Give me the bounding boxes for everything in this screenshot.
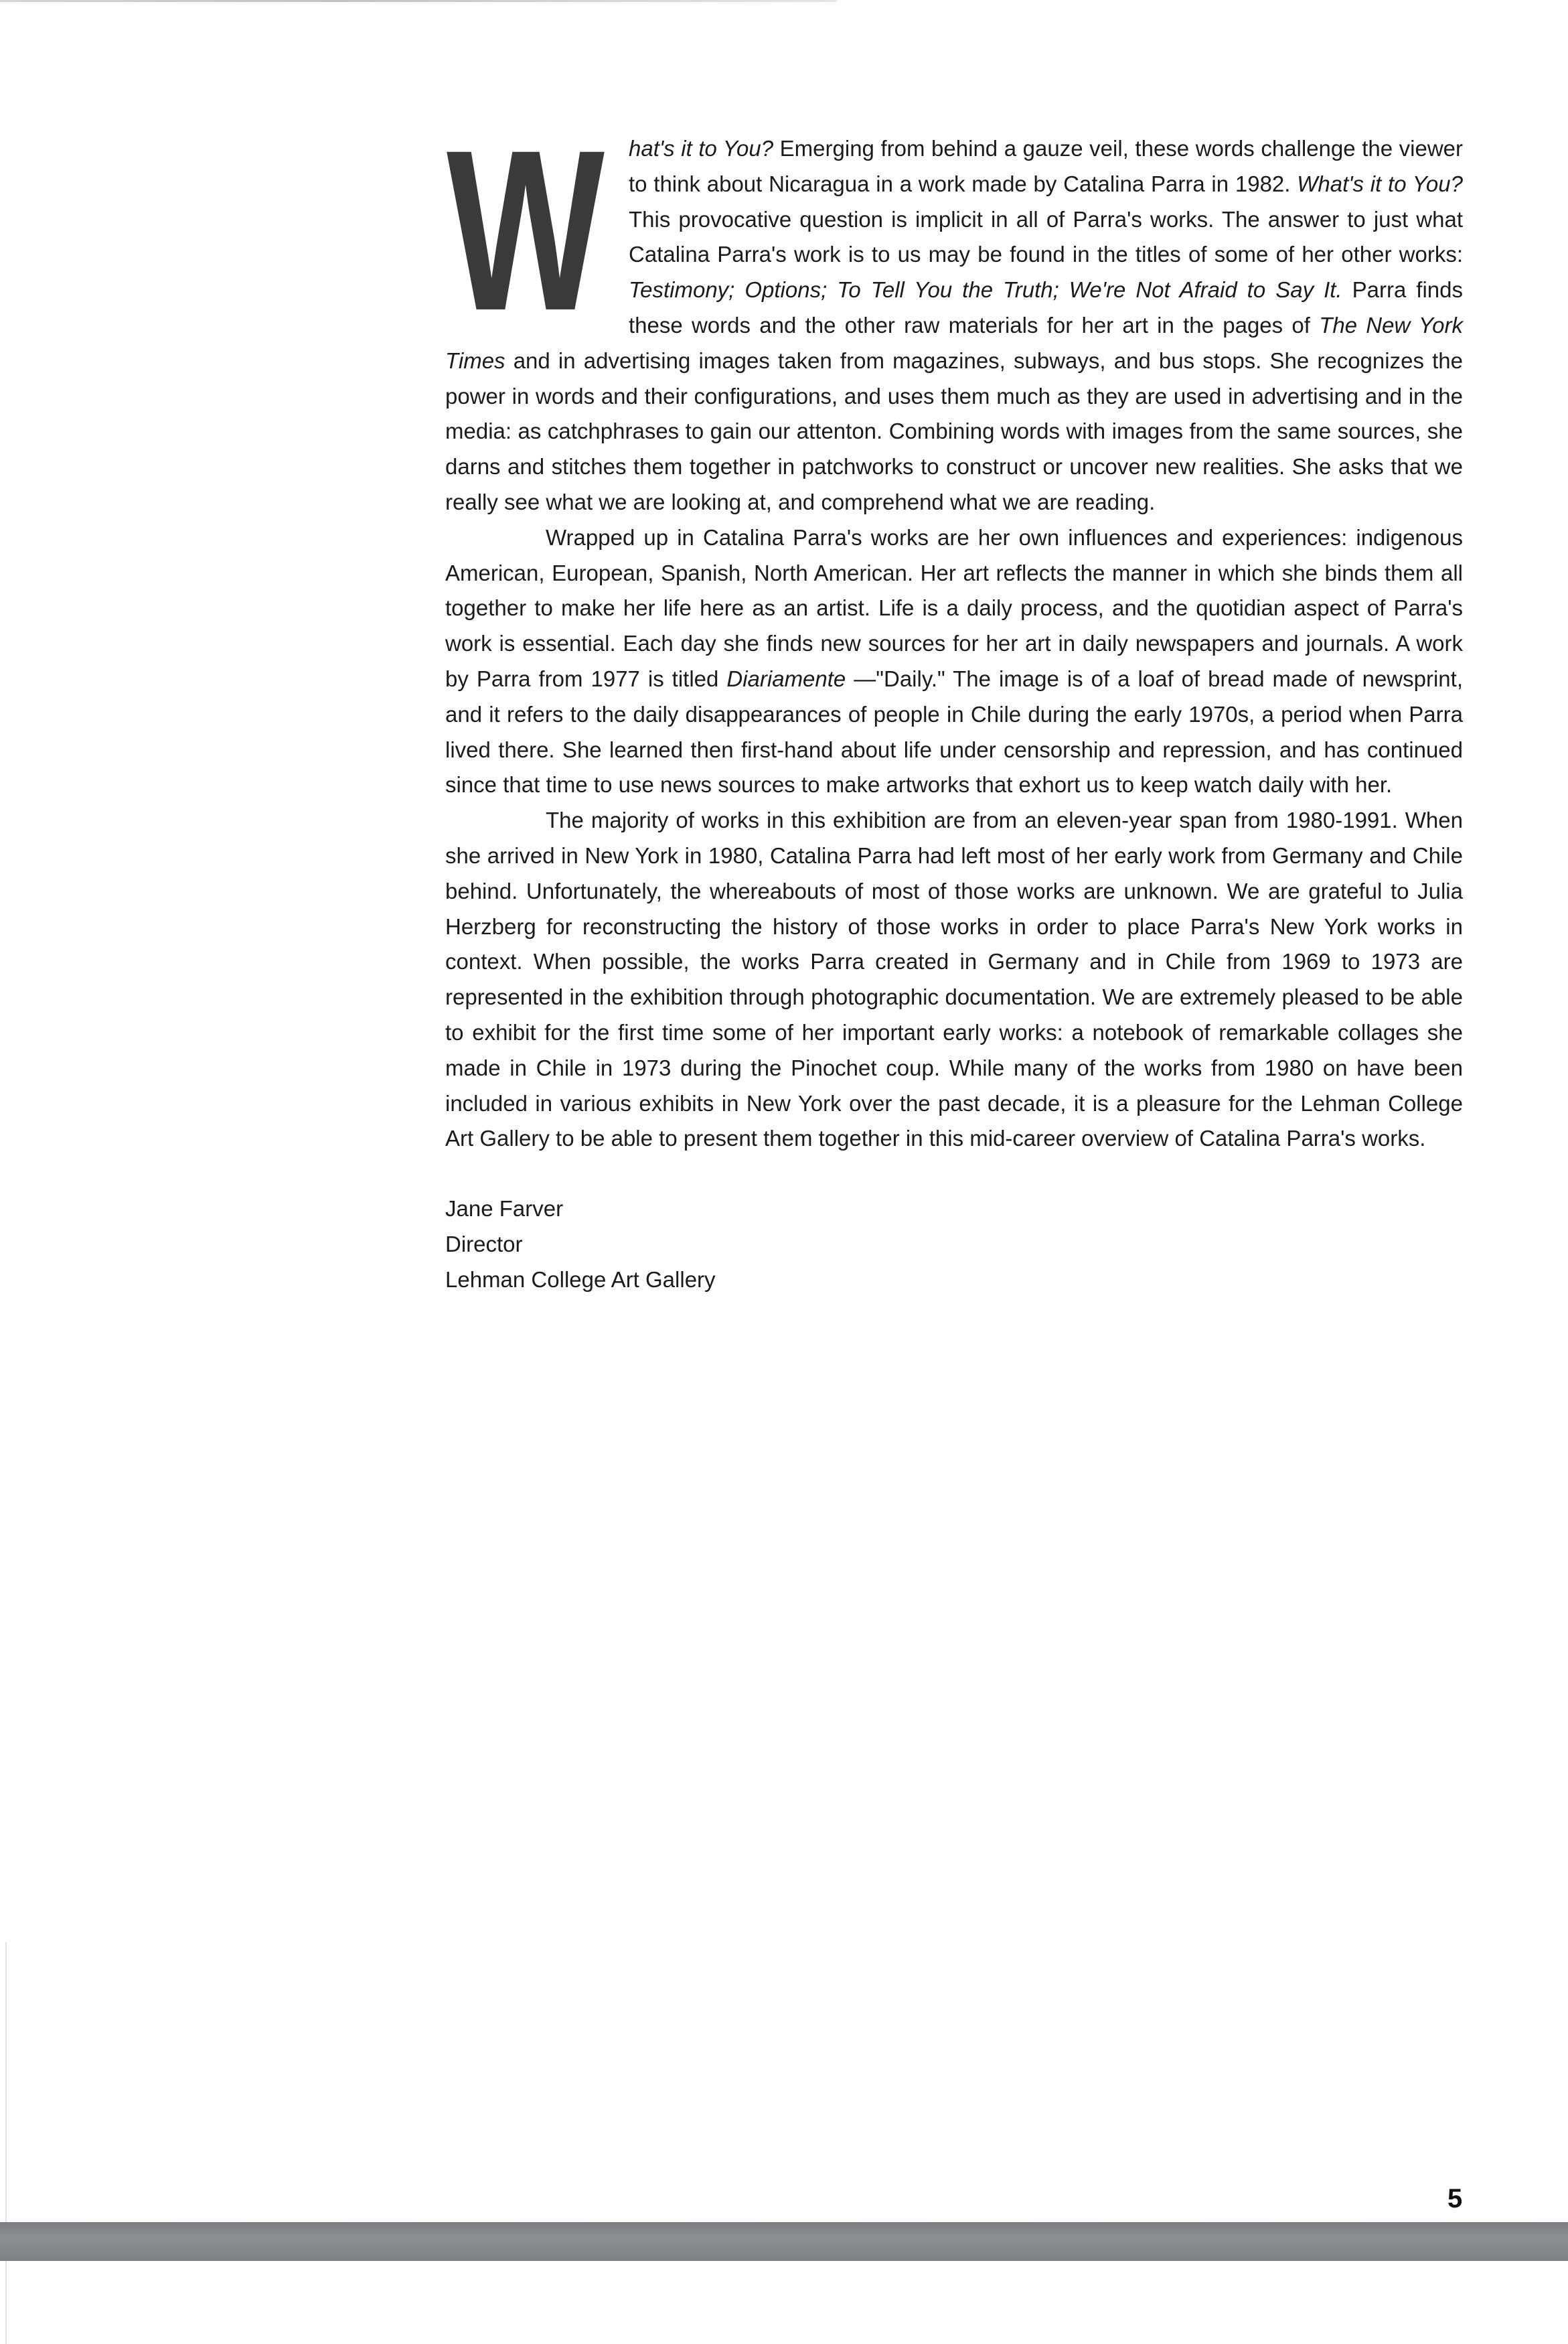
- drop-cap-letter: [445, 141, 606, 316]
- title-whats-it-to-you: What's it to You?: [1297, 171, 1463, 196]
- signature-name: Jane Farver: [445, 1196, 564, 1222]
- paragraph-3: The majority of works in this exhibition are from an eleven-year span from 1980-1991. When she arrived in New York in 1980, Catalina Parra had left most of her early work from Germany and Chile behind. Unfortunately, the whereabouts of most of those works are unknown. We are grateful to Julia Herzberg for reconstructing the history of those works in order to place Parra's New York works in context. When possible, the works Parra created in Germany and in Chile from 1969 to 1973 are represented in the exhibition through photographic documentation. We are extremely pleased to be able to exhibit for the first time some of her important early works: a notebook of remarkable collages she made in Chile in 1973 during the Pinochet coup. While many of the works from 1980 on have been included in various exhibits in New York over the past decade, it is a pleasure for the Lehman College Art Gallery to be able to present them together in this mid-career overview of Catalina Parra's works.: [445, 808, 1463, 1151]
- drop-cap: [445, 141, 606, 316]
- top-rule: [0, 0, 837, 2]
- title-whats-it-to-you: hat's it to You?: [629, 136, 774, 161]
- article: [445, 131, 1463, 1298]
- signature-block: [445, 1191, 1463, 1297]
- paragraph-1: hat's it to You? Emerging from behind a gauze veil, these words challenge the viewer to think about Nicaragua in a work made by Catalina Parra in 1982. What's it to You? This provocative question is implicit in all of Parra's works. The answer to just what Catalina Parra's work is to us may be found in the titles of some of her other works: Testimony; Options; To Tell You the Truth; We're Not Afraid to Say It. Parra finds these words and the other raw materials for her art in the pages of The New York Times and in advertising images taken from magazines, subways, and bus stops. She recognizes the power in words and their configurations, and uses them much as they are used in advertising and in the media: as catchphrases to gain our attenton. Combining words with images from the same sources, she darns and stitches them together in patchworks to construct or uncover new realities. She asks that we really see what we are looking at, and comprehend what we are reading.: [445, 136, 1464, 514]
- work-titles: Testimony; Options; To Tell You the Truth; We're Not Afraid to Say It.: [629, 277, 1342, 303]
- newspaper-title: The New York Times: [445, 312, 1464, 373]
- paragraph-2: Wrapped up in Catalina Parra's works are her own influences and experiences: indigenous American, European, Spanish, North American. Her art reflects the manner in which she binds them all together to make her life here as an artist. Life is a daily process, and the quotidian aspect of Parra's work is essential. Each day she finds new sources for her art in daily newspapers and journals. A work by Parra from 1977 is titled Diariamente —"Daily." The image is of a loaf of bread made of newsprint, and it refers to the daily disappearances of people in Chile during the early 1970s, a period when Parra lived there. She learned then first-hand about life under censorship and repression, and has continued since that time to use news sources to make artworks that exhort us to keep watch daily with her.: [445, 524, 1463, 798]
- signature-organization: Lehman College Art Gallery: [445, 1266, 716, 1292]
- drop-cap-glyph: W: [447, 141, 606, 316]
- page-number: 5: [1447, 2184, 1463, 2213]
- signature-title: Director: [445, 1231, 523, 1256]
- footer-band: [0, 2222, 1568, 2261]
- page-edge: [5, 1942, 7, 2344]
- work-title-diariamente: Diariamente: [726, 666, 846, 691]
